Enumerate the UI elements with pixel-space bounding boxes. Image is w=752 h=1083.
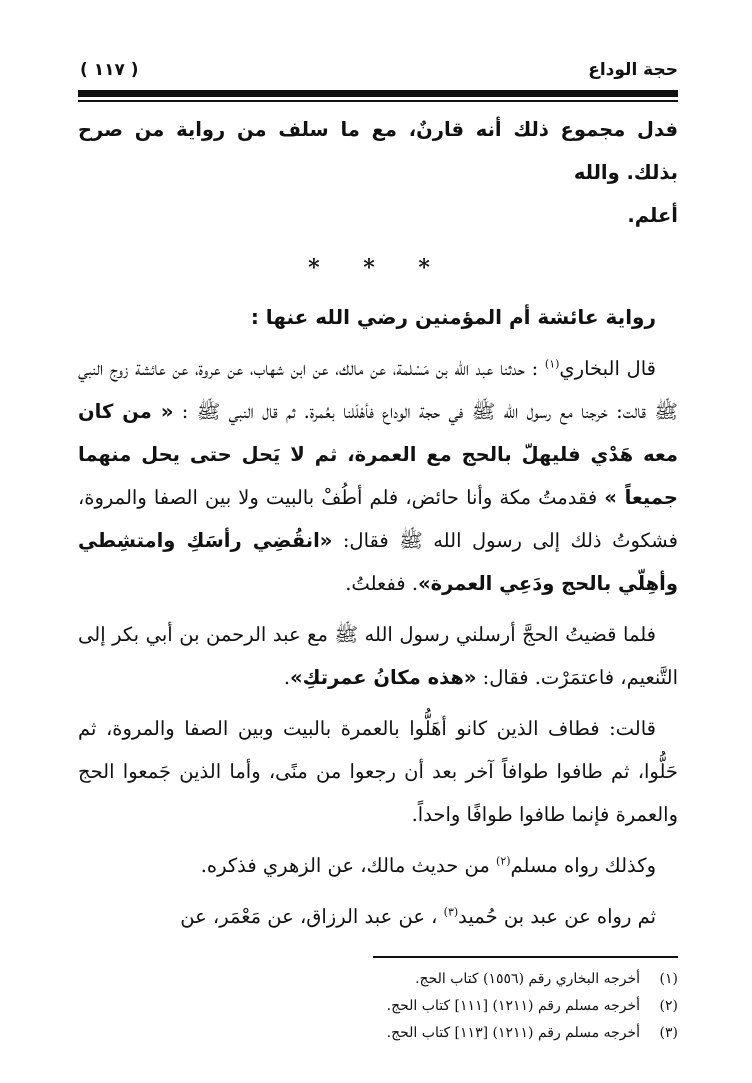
paragraph-tanim [78,613,678,699]
footnote-ref-2[interactable]: (٢) [496,854,511,868]
footnotes [78,966,678,1047]
section-separator: * * * [308,255,448,281]
text-run: فلما قضيتُ الحجَّ أرسلني رسول الله ﷺ مع عبد الرحمن بن أبي بكر إلى التَّنعيم، فاعتمَرْت. فقال: [78,623,678,689]
footnote-text: أخرجه البخاري رقم (١٥٥٦) كتاب الحج. [415,970,640,987]
paragraph-bukhari [78,347,678,605]
book-page [78,58,678,1047]
text-run: : حدثنا عبد الله بن مَسْلمة، عن مالك، عن ابن شهاب، عن عروة، عن عائشة زوج النبي ﷺ قالت: خرجنا مع رسول الله ﷺ في حجة الوداع فأهْلَلنا بعُمرة. ثم قال النبي ﷺ : [78,357,678,423]
text-run: وكذلك رواه مسلم [510,854,656,877]
paragraph-abd-humaid [78,895,678,938]
footnote-ref-1[interactable]: (١) [544,357,560,371]
footnote-rule [373,956,678,958]
footnote-1 [78,966,678,993]
footnote-text: أخرجه مسلم رقم (١٢١١) [١١٣] كتاب الحج. [386,1024,640,1041]
text-run: ثم رواه عن عبد بن حُميد [458,905,656,928]
paragraph-tawaf: قالت: فطاف الذين كانو أهَلُّوا بالعمرة بالبيت وبين الصفا والمروة، ثم حَلُّوا، ثم طافوا طوافاً آخر بعد أن رجعوا من منًى، وأما الذين جَمعوا الحج والعمرة فإنما طافوا طوافًا واحداً. [78,717,678,826]
header-rule-thin [78,100,678,102]
text-run: قال البخاري [559,357,656,380]
body-text [78,108,678,938]
section-title: رواية عائشة أم المؤمنين رضي الله عنها : [250,305,656,329]
intro-line-1: فدل مجموع ذلك أنه قارنٌ، مع ما سلف من رواية من صرح بذلك. والله [78,118,678,184]
footnote-ref-3[interactable]: (٣) [443,905,459,919]
text-run: . ففعلتُ. [345,572,419,595]
footnote-3 [78,1020,678,1047]
running-title: حجة الوداع [588,60,678,80]
footnote-2 [78,993,678,1020]
footnote-text: أخرجه مسلم رقم (١٢١١) [١١١] كتاب الحج. [386,997,640,1014]
text-run: فقدمتُ مكة وأنا حائض، فلم أطُفْ بالبيت ولا بين الصفا والمروة، فشكوتُ ذلك إلى رسول الله ﷺ فقال: [78,486,678,552]
intro-paragraph [78,108,678,237]
page-number: ( ١١٧ ) [80,60,139,80]
footnote-number: (٢) [659,997,678,1014]
text-run: . [283,666,291,689]
text-run: من حديث مالك، عن الزهري فذكره. [200,854,497,877]
header-rule-thick [78,90,678,97]
intro-line-2: أعلم. [627,204,678,227]
hadith-quote-1: « من كان معه هَدْي فليهلّ بالحج مع العمرة، ثم لا يَحل حتى يحل منهما جميعاً » [78,400,678,509]
hadith-quote-3: «هذه مكانُ عمرتكِ» [290,666,477,689]
page-header [78,58,678,86]
text-run: ، عن عبد الرزاق، عن مَعْمَر، عن [180,905,444,928]
hadith-quote-2: «انقُضِي رأسَكِ وامتشِطي وأهِلّي بالحج ودَعِي العمرة» [78,529,678,595]
footnote-number: (١) [659,970,678,987]
paragraph-muslim [78,844,678,887]
footnote-number: (٣) [659,1024,678,1041]
